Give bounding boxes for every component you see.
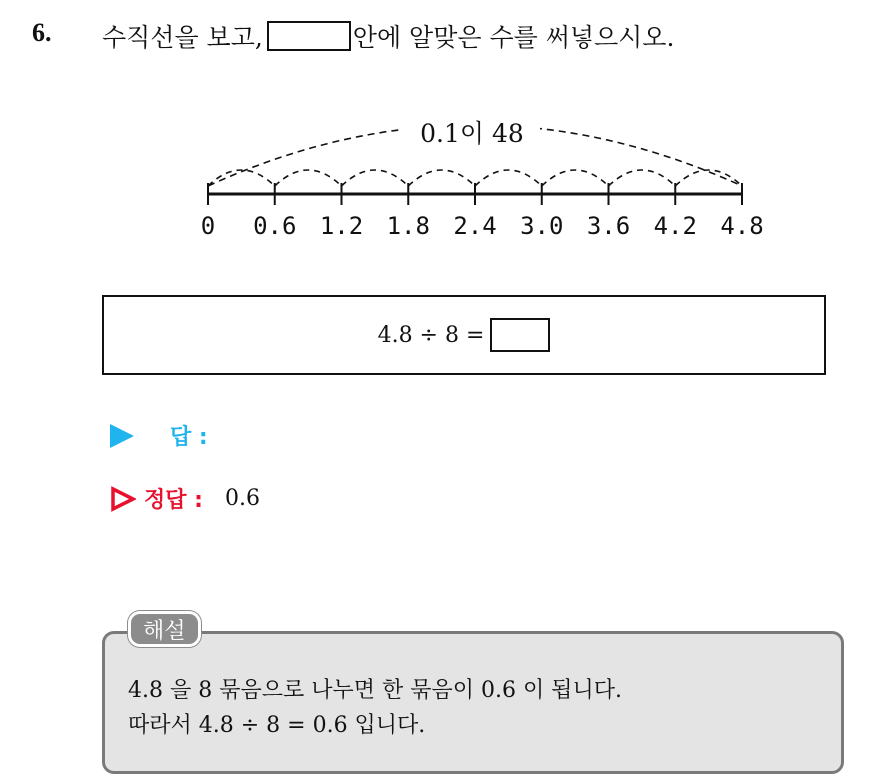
answer-label: 답 :: [170, 425, 208, 450]
question-text-before: 수직선을 보고,: [102, 23, 263, 52]
small-jump-arc: [275, 170, 342, 186]
number-line-tick-label: 2.4: [453, 212, 497, 240]
question-blank-box: [267, 21, 351, 51]
number-line-tick-label: 4.2: [653, 212, 697, 240]
number-line-tick-label: 4.8: [720, 212, 764, 240]
number-line-tick-label: 0.6: [253, 212, 297, 240]
small-jump-arc: [342, 170, 409, 186]
correct-answer-row: [110, 483, 260, 514]
number-line-tick-label: 1.2: [319, 212, 364, 240]
question-text: [102, 18, 674, 54]
equation-answer-box[interactable]: [490, 318, 550, 352]
equation: [378, 318, 551, 352]
number-line-tick-labels: [201, 212, 764, 240]
question-text-after: 안에 알맞은 수를 써넣으시오.: [352, 23, 675, 52]
small-jump-arc: [408, 170, 475, 186]
equation-expression: 4.8 ÷ 8 =: [377, 322, 485, 348]
equation-box: [102, 295, 826, 375]
question-number: 6.: [32, 18, 52, 47]
outline-triangle-icon: [110, 486, 136, 512]
number-line-tick-label: 3.6: [586, 212, 631, 240]
answer-row: [110, 420, 208, 451]
number-line-figure: [0, 100, 884, 250]
number-line-tick-label: 1.8: [386, 212, 430, 240]
number-line-tick-label: 0: [200, 212, 216, 240]
small-jump-arc: [542, 170, 609, 186]
small-jump-arc: [609, 170, 676, 186]
explanation-line-1: 4.8 을 8 묶음으로 나누면 한 묶음이 0.6 이 됩니다.: [128, 678, 622, 703]
correct-answer-label: 정답 :: [144, 488, 203, 513]
small-jump-arc: [475, 170, 542, 186]
play-triangle-icon: [110, 424, 134, 448]
explanation-tag: 해설: [128, 611, 201, 647]
number-line-tick-label: 3.0: [520, 212, 564, 240]
correct-answer-value: 0.6: [224, 486, 260, 511]
small-jump-arc: [675, 170, 742, 186]
arc-label: 0.1이 48: [420, 119, 524, 148]
explanation-line-2: 따라서 4.8 ÷ 8 = 0.6 입니다.: [128, 713, 426, 738]
